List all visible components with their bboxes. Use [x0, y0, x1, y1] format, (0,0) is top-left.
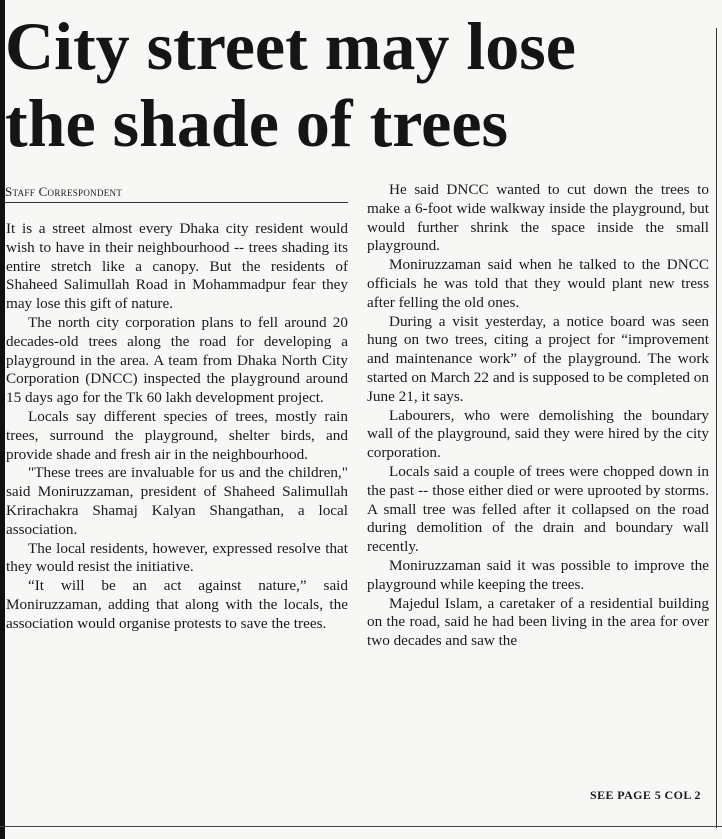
byline: Staff Correspondent: [5, 184, 348, 203]
article-column-right: [367, 181, 709, 651]
paragraph: Labourers, who were demolishing the boundary wall of the playground, said they were hired by the city corporation.: [367, 406, 709, 462]
paragraph: Moniruzzaman said it was possible to improve the playground while keeping the trees.: [367, 556, 709, 593]
continuation-jump-line: SEE PAGE 5 COL 2: [590, 788, 701, 802]
headline: [5, 8, 705, 162]
column-rule-right: [716, 28, 717, 828]
paragraph: Locals said a couple of trees were chopped down in the past -- those either died or were uprooted by storms. A small tree was felled after it collapsed on the road during demolition of the drain and boundary wall recently.: [367, 462, 709, 556]
paragraph: "These trees are invaluable for us and the children," said Moniruzzaman, president of Shaheed Salimullah Krirachakra Shamaj Kalyan Shangathan, a local association.: [6, 464, 348, 538]
headline-line-1: City street may lose: [5, 8, 576, 84]
paragraph: During a visit yesterday, a notice board was seen hung on two trees, citing a project for “improvement and maintenance work” of the playground. The work started on March 22 and is supposed to be completed on June 21, it says.: [367, 312, 709, 405]
paragraph: “It will be an act against nature,” said Moniruzzaman, adding that along with the locals, the association would organise protests to save the trees.: [6, 577, 348, 632]
paragraph: It is a street almost every Dhaka city resident would wish to have in their neighbourhood -- trees shading its entire stretch like a canopy. But the residents of Shaheed Salimullah Road in Mohammadpur fear they may lose this gift of nature.: [6, 220, 348, 313]
paragraph: He said DNCC wanted to cut down the trees to make a 6-foot wide walkway inside the playground, but would further shrink the space inside the small playground.: [367, 181, 709, 255]
bottom-rule: [0, 826, 722, 827]
paragraph: Majedul Islam, a caretaker of a residential building on the road, said he had been living in the area for over two decades and saw the: [367, 594, 709, 650]
paragraph: The local residents, however, expressed resolve that they would resist the initiative.: [6, 539, 348, 576]
paragraph: Moniruzzaman said when he talked to the DNCC officials he was told that they would plant new tress after felling the old ones.: [367, 256, 709, 311]
paragraph: Locals say different species of trees, mostly rain trees, surround the playground, shelter birds, and provide shade and fresh air in the neighbourhood.: [6, 407, 348, 463]
article-column-left: [6, 220, 348, 634]
headline-line-2: the shade of trees: [5, 85, 508, 161]
paragraph: The north city corporation plans to fell around 20 decades-old trees along the road for developing a playground in the area. A team from Dhaka North City Corporation (DNCC) inspected the playground around 15 days ago for the Tk 60 lakh development project.: [6, 313, 348, 407]
